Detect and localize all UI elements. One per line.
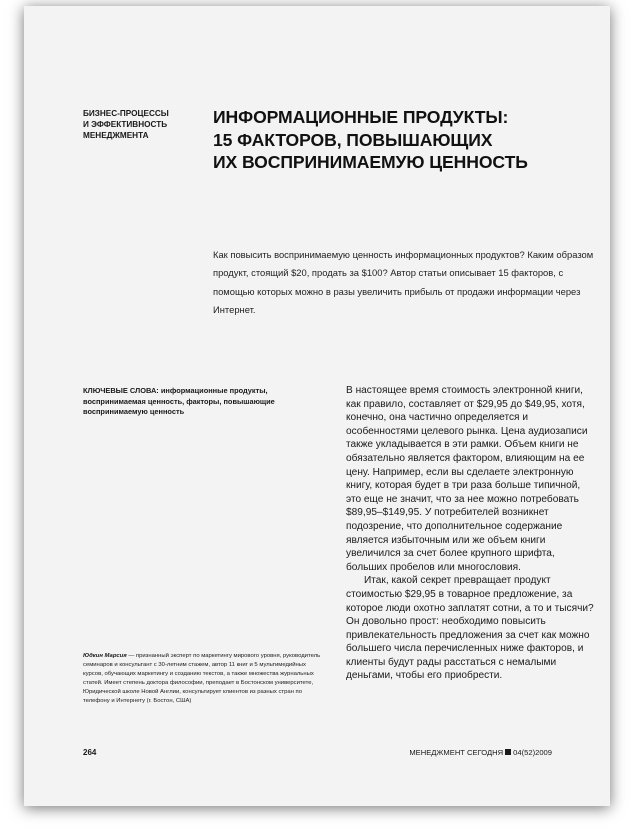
author-name: Юдкин Марсия bbox=[83, 653, 127, 659]
article-body bbox=[346, 384, 598, 683]
keywords-label: КЛЮЧЕВЫЕ СЛОВА: bbox=[83, 386, 159, 395]
article-title: ИНФОРМАЦИОННЫЕ ПРОДУКТЫ: 15 ФАКТОРОВ, ПОВЫШАЮЩИХ ИХ ВОСПРИНИМАЕМУЮ ЦЕННОСТЬ bbox=[213, 107, 528, 173]
keywords-block bbox=[83, 386, 323, 418]
author-note bbox=[83, 652, 325, 707]
page-number: 264 bbox=[83, 748, 97, 757]
keywords-text: информационные продукты, воспринимаемая ценность, факторы, повышающие воспринимаемую ценность bbox=[83, 386, 275, 417]
square-separator-icon bbox=[505, 749, 511, 755]
body-paragraph: В настоящее время стоимость электронной книги, как правило, составляет от $29,95 до $49,95, хотя, конечно, она частично определяется и особенностями целевого рынка. Цена аудиозаписи также укладывается в эти рамки. Объем книги не обязательно является фактором, влияющим на ее цену. Например, если вы сделаете электронную книгу, которая будет в три раза больше типичной, это еще не значит, что за нее можно потребовать $89,95–$149,95. У потребителей возникнет подозрение, что дополнительное содержание является избыточным или же объем книги увеличился за счет более крупного шрифта, больших пробелов или многословия. bbox=[346, 385, 588, 573]
author-bio: — признанный эксперт по маркетингу мирового уровня, руководитель семинаров и консультант с 30-летним стажем, автор 11 книг и 5 мультимедийных курсов, обучающих маркетингу и созданию текстов, а также множества журнальных статей. Имеет степень доктора философии, преподает в Бостонском университете, Юридической школе Новой Англии, консультирует клиентов из разных стран по телефону и Интернету (г. Бостон, США) bbox=[83, 653, 321, 705]
article-lead: Как повысить воспринимаемую ценность информационных продуктов? Каким образом продукт, стоящий $20, продать за $100? Автор статьи описывает 15 факторов, с помощью которых можно в разы увеличить прибыль от продажи информации через Интернет. bbox=[213, 249, 594, 316]
journal-page bbox=[24, 6, 610, 806]
section-heading: БИЗНЕС-ПРОЦЕССЫ И ЭФФЕКТИВНОСТЬ МЕНЕДЖМЕНТА bbox=[83, 109, 169, 140]
journal-name: МЕНЕДЖМЕНТ СЕГОДНЯ bbox=[409, 748, 504, 757]
journal-footer bbox=[409, 748, 552, 757]
journal-issue: 04(52)2009 bbox=[513, 748, 552, 757]
body-paragraph: Итак, какой секрет превращает продукт стоимостью $29,95 в товарное предложение, за которое люди охотно заплатят сотни, а то и тысячи? Он довольно прост: необходимо повысить привлекательность предложения за счет как можно большего числа перечисленных ниже факторов, и клиенты будут рады расстаться с немалыми деньгами, чтобы его приобрести. bbox=[346, 575, 594, 682]
